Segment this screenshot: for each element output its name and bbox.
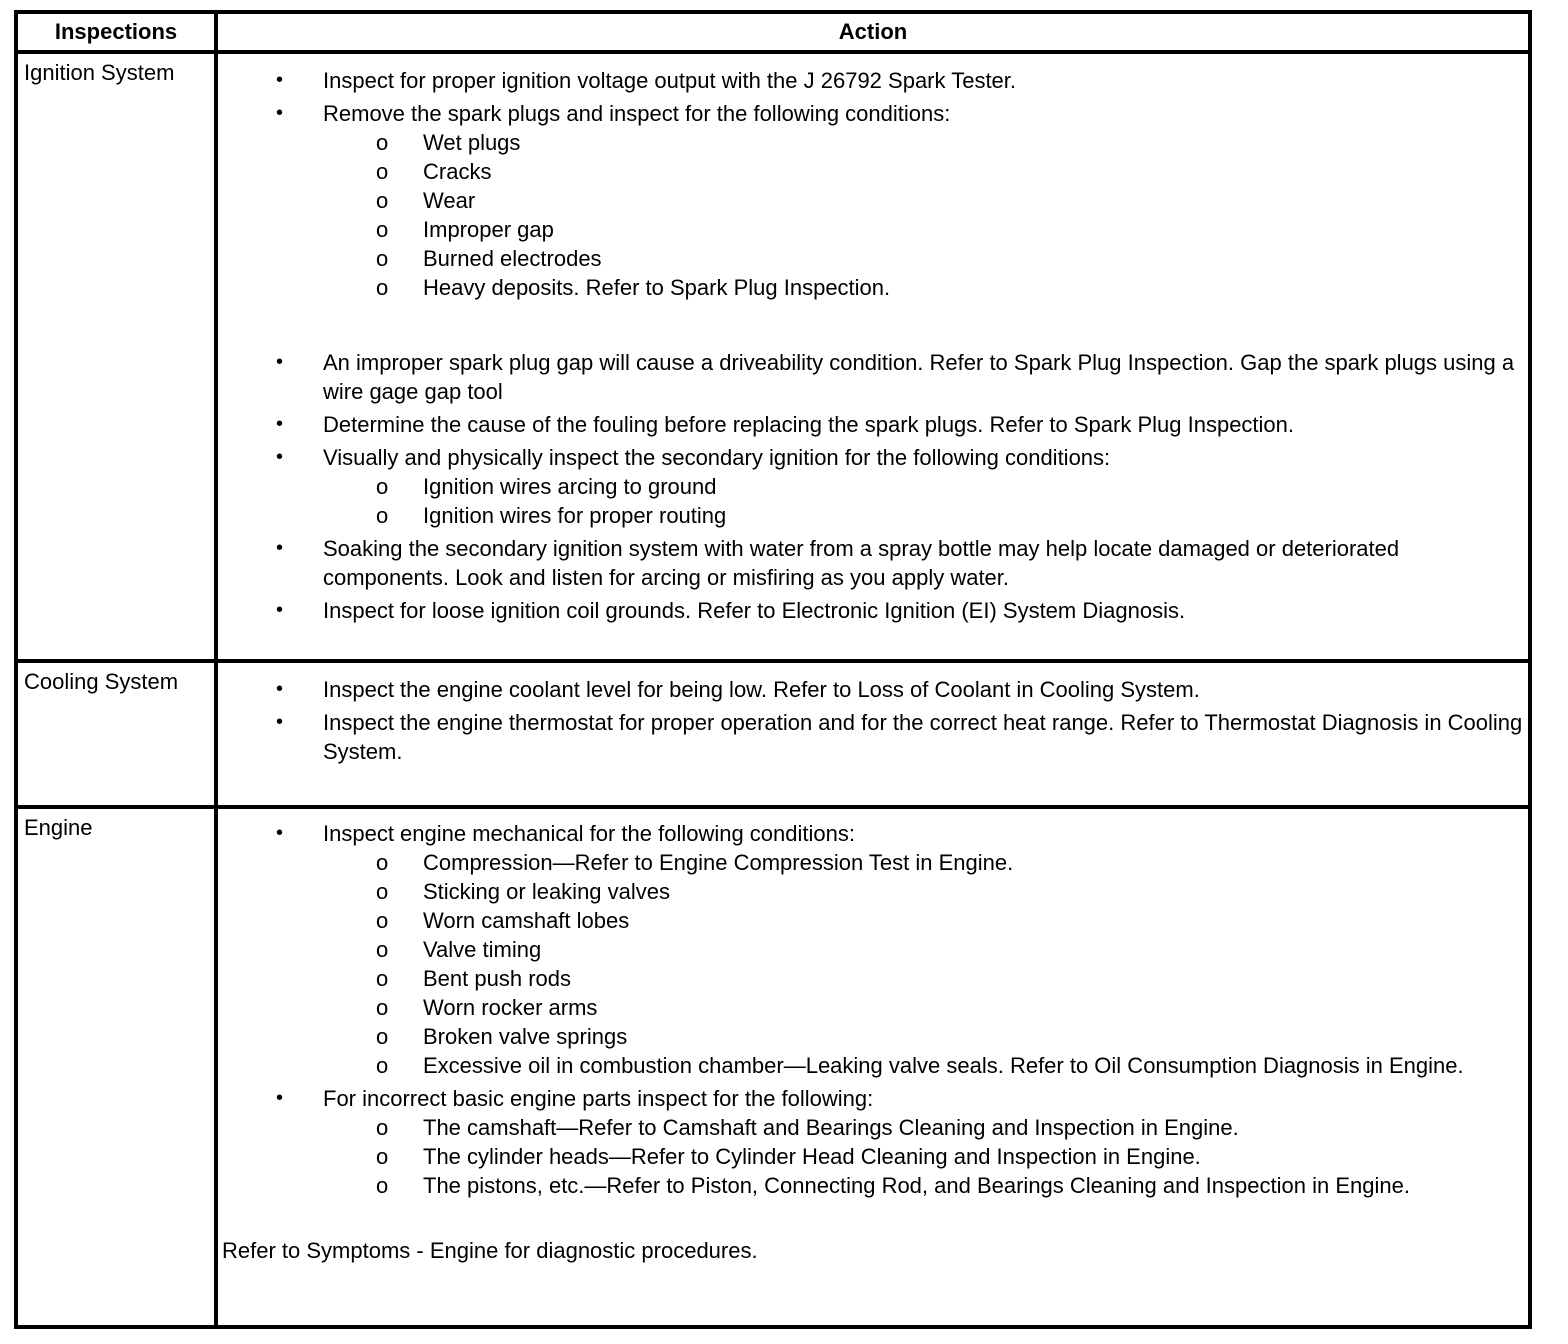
bullet-icon: • — [276, 351, 284, 373]
sub-item-text: Wear — [423, 188, 476, 213]
sub-list-item — [218, 215, 1528, 244]
circle-bullet-icon: o — [376, 995, 389, 1020]
sub-list-item — [218, 244, 1528, 273]
circle-bullet-icon: o — [376, 275, 389, 300]
spacer — [323, 302, 1528, 344]
circle-bullet-icon: o — [376, 966, 389, 991]
bullet-icon: • — [276, 69, 284, 91]
action-cell — [216, 661, 1530, 807]
action-list — [218, 819, 1528, 1200]
sub-item-text: Burned electrodes — [423, 246, 602, 271]
circle-bullet-icon: o — [376, 1024, 389, 1049]
list-item — [218, 534, 1528, 592]
item-text: For incorrect basic engine parts inspect for the following: — [323, 1086, 874, 1111]
item-text: Inspect the engine coolant level for being low. Refer to Loss of Coolant in Cooling System. — [323, 677, 1200, 702]
circle-bullet-icon: o — [376, 908, 389, 933]
inspection-table — [14, 10, 1532, 1329]
sub-item-text: Sticking or leaking valves — [423, 879, 671, 904]
sub-list-item — [218, 472, 1528, 501]
sub-list-item — [218, 848, 1528, 877]
sub-list-item — [218, 1113, 1528, 1142]
sub-list-item — [218, 906, 1528, 935]
item-text: An improper spark plug gap will cause a driveability condition. Refer to Spark Plug Inspection. Gap the spark plugs using a wire gage gap tool — [323, 350, 1515, 404]
bullet-icon: • — [276, 413, 284, 435]
circle-bullet-icon: o — [376, 159, 389, 184]
action-list — [218, 66, 1528, 625]
action-cell — [216, 52, 1530, 661]
bullet-icon: • — [276, 822, 284, 844]
list-item — [218, 1084, 1528, 1200]
sub-item-text: Heavy deposits. Refer to Spark Plug Inspection. — [423, 275, 891, 300]
sub-list-item — [218, 1142, 1528, 1171]
sub-item-text: Worn camshaft lobes — [423, 908, 630, 933]
sub-list-item — [218, 501, 1528, 530]
circle-bullet-icon: o — [376, 1053, 389, 1078]
sub-item-text: Valve timing — [423, 937, 542, 962]
bullet-icon: • — [276, 446, 284, 468]
list-item — [218, 443, 1528, 530]
circle-bullet-icon: o — [376, 188, 389, 213]
header-row — [16, 12, 1530, 52]
item-text: Soaking the secondary ignition system with water from a spray bottle may help locate damaged or deteriorated components. Look and listen for arcing or misfiring as you apply water. — [323, 536, 1400, 590]
list-item — [218, 819, 1528, 1080]
sub-list-item — [218, 186, 1528, 215]
list-item — [218, 675, 1528, 704]
sub-item-text: Ignition wires for proper routing — [423, 503, 727, 528]
sub-list-item — [218, 877, 1528, 906]
sub-list — [323, 128, 1528, 302]
header-inspections: Inspections — [16, 12, 216, 52]
item-text: Inspect for proper ignition voltage output with the J 26792 Spark Tester. — [323, 68, 1017, 93]
sub-list — [323, 848, 1528, 1080]
item-text: Inspect for loose ignition coil grounds. Refer to Electronic Ignition (EI) System Diagnosis. — [323, 598, 1186, 623]
sub-item-text: Worn rocker arms — [423, 995, 598, 1020]
footer-note: Refer to Symptoms - Engine for diagnostic procedures. — [222, 1238, 758, 1263]
sub-item-text: Ignition wires arcing to ground — [423, 474, 717, 499]
sub-list-item — [218, 993, 1528, 1022]
item-text: Inspect engine mechanical for the following conditions: — [323, 821, 855, 846]
sub-item-text: Broken valve springs — [423, 1024, 628, 1049]
list-item — [218, 596, 1528, 625]
sub-item-text: Wet plugs — [423, 130, 521, 155]
item-text: Determine the cause of the fouling before replacing the spark plugs. Refer to Spark Plug Inspection. — [323, 412, 1295, 437]
sub-list-item — [218, 1051, 1528, 1080]
circle-bullet-icon: o — [376, 1144, 389, 1169]
row-label: Cooling System — [16, 661, 216, 807]
sub-item-text: Excessive oil in combustion chamber—Leaking valve seals. Refer to Oil Consumption Diagnosis in Engine. — [423, 1053, 1464, 1078]
circle-bullet-icon: o — [376, 937, 389, 962]
action-list — [218, 675, 1528, 766]
sub-item-text: Improper gap — [423, 217, 554, 242]
circle-bullet-icon: o — [376, 217, 389, 242]
sub-list — [323, 472, 1528, 530]
table-row-cooling-system — [16, 661, 1530, 807]
bullet-icon: • — [276, 102, 284, 124]
list-item — [218, 708, 1528, 766]
action-cell — [216, 807, 1530, 1327]
sub-list-item — [218, 935, 1528, 964]
circle-bullet-icon: o — [376, 130, 389, 155]
list-item — [218, 348, 1528, 406]
list-item — [218, 66, 1528, 95]
bullet-icon: • — [276, 678, 284, 700]
item-text: Visually and physically inspect the secondary ignition for the following conditions: — [323, 445, 1111, 470]
list-item — [218, 410, 1528, 439]
circle-bullet-icon: o — [376, 1173, 389, 1198]
circle-bullet-icon: o — [376, 246, 389, 271]
sub-item-text: Bent push rods — [423, 966, 571, 991]
sub-list-item — [218, 1022, 1528, 1051]
item-text: Inspect the engine thermostat for proper operation and for the correct heat range. Refer to Thermostat Diagnosis in Cooling System. — [323, 710, 1523, 764]
sub-list-item — [218, 273, 1528, 302]
circle-bullet-icon: o — [376, 1115, 389, 1140]
item-text: Remove the spark plugs and inspect for the following conditions: — [323, 101, 951, 126]
sub-list-item — [218, 1171, 1528, 1200]
sub-item-text: The cylinder heads—Refer to Cylinder Head Cleaning and Inspection in Engine. — [423, 1144, 1201, 1169]
bullet-icon: • — [276, 711, 284, 733]
sub-item-text: Compression—Refer to Engine Compression Test in Engine. — [423, 850, 1014, 875]
sub-list-item — [218, 157, 1528, 186]
row-label: Engine — [16, 807, 216, 1327]
circle-bullet-icon: o — [376, 474, 389, 499]
sub-list-item — [218, 964, 1528, 993]
circle-bullet-icon: o — [376, 503, 389, 528]
sub-item-text: The pistons, etc.—Refer to Piston, Connecting Rod, and Bearings Cleaning and Inspection in Engine. — [423, 1173, 1410, 1198]
bullet-icon: • — [276, 599, 284, 621]
sub-item-text: The camshaft—Refer to Camshaft and Bearings Cleaning and Inspection in Engine. — [423, 1115, 1239, 1140]
bullet-icon: • — [276, 537, 284, 559]
list-item — [218, 99, 1528, 344]
sub-list-item — [218, 128, 1528, 157]
circle-bullet-icon: o — [376, 850, 389, 875]
table-row-ignition-system — [16, 52, 1530, 661]
bullet-icon: • — [276, 1087, 284, 1109]
sub-item-text: Cracks — [423, 159, 492, 184]
table-row-engine — [16, 807, 1530, 1327]
sub-list — [323, 1113, 1528, 1200]
circle-bullet-icon: o — [376, 879, 389, 904]
row-label: Ignition System — [16, 52, 216, 661]
header-action: Action — [216, 12, 1530, 52]
